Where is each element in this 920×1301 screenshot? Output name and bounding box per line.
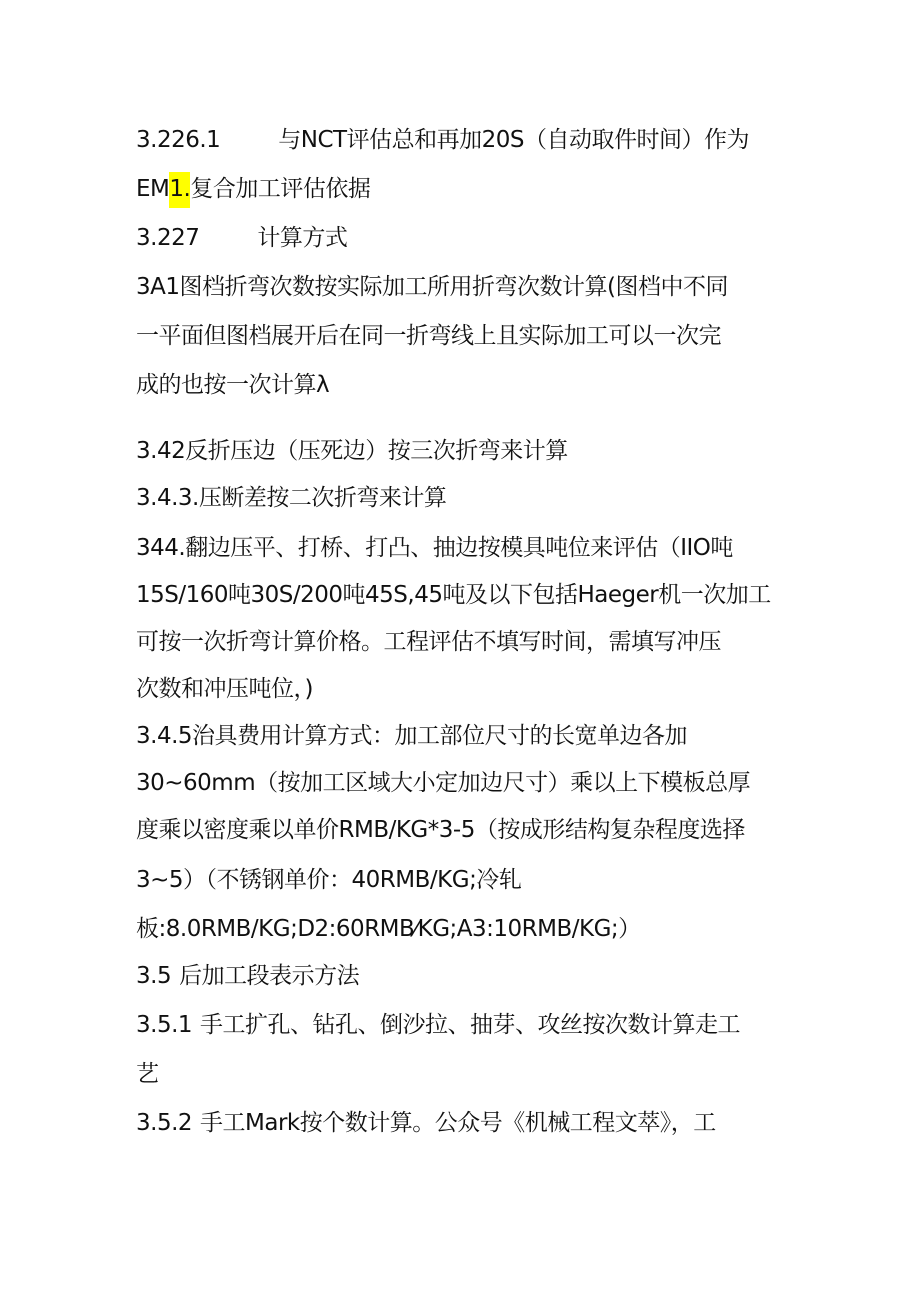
clause-text: EM (136, 176, 170, 202)
clause-3-4-4-line: 15S/160吨30S/200吨45S,45吨及以下包括Haeger机一次加工 (136, 582, 771, 608)
clause-3-2-26-1-line-2 (136, 174, 370, 204)
clause-text: 手工Mark按个数计算。公众号《机械工程文萃》，工 (200, 1110, 716, 1136)
clause-number: 3.5.2 (136, 1110, 193, 1136)
clause-3-4-5-line: 度乘以密度乘以单价RMB/KG*3-5（按成形结构复杂程度选择 (136, 817, 745, 843)
clause-3-5-2-line (136, 1108, 716, 1138)
highlighted-text: 1. (169, 172, 190, 208)
clause-number: 3.227 (136, 225, 200, 251)
clause-3-4-4-line: 可按一次折弯计算价格。工程评估不填写时间，需填写冲压 (136, 629, 721, 655)
section-title: 后加工段表示方法 (179, 963, 360, 989)
clause-3-4-5-line: 30~60mm（按加工区域大小定加边尺寸）乘以上下模板总厚 (136, 770, 751, 796)
clause-3-4-3-line: 3.4.3.压断差按二次折弯来计算 (136, 485, 447, 511)
clause-3-4-1-line: 一平面但图档展开后在同一折弯线上且实际加工可以一次完 (136, 323, 721, 349)
clause-3-5-1-line: 艺 (136, 1061, 159, 1087)
clause-3-2-26-1-line-1 (136, 125, 749, 155)
clause-3-5-1-line (136, 1010, 740, 1040)
clause-3-2-27-heading (136, 223, 347, 253)
clause-text: 与NCT评估总和再加20S（自动取件时间）作为 (278, 127, 749, 153)
clause-text: 复合加工评估依据 (190, 176, 371, 202)
clause-3-4-1-line: 3A1图档折弯次数按实际加工所用折弯次数计算(图档中不同 (136, 274, 728, 300)
clause-3-4-5-line: 板:8.0RMB/KG;D2:60RMB⁄KG;A3:10RMB/KG;） (136, 916, 641, 942)
clause-3-4-5-line: 3~5）（不锈钢单价：40RMB/KG;冷轧 (136, 867, 522, 893)
clause-3-4-4-line: 次数和冲压吨位，) (136, 676, 313, 702)
clause-text: 手工扩孔、钻孔、倒沙拉、抽芽、攻丝按次数计算走工 (200, 1012, 741, 1038)
clause-number: 3.5 (136, 963, 172, 989)
clause-number: 3.5.1 (136, 1012, 193, 1038)
clause-3-4-2-line: 3.42反折压边（压死边）按三次折弯来计算 (136, 438, 568, 464)
clause-number: 3.226.1 (136, 127, 221, 153)
clause-3-4-4-line: 344.翻边压平、打桥、打凸、抽边按模具吨位来评估（IIO吨 (136, 535, 733, 561)
clause-3-5-heading (136, 961, 359, 991)
clause-3-4-1-line: 成的也按一次计算λ (136, 372, 330, 398)
clause-3-4-5-line: 3.4.5治具费用计算方式：加工部位尺寸的长宽单边各加 (136, 723, 688, 749)
section-title: 计算方式 (257, 225, 348, 251)
